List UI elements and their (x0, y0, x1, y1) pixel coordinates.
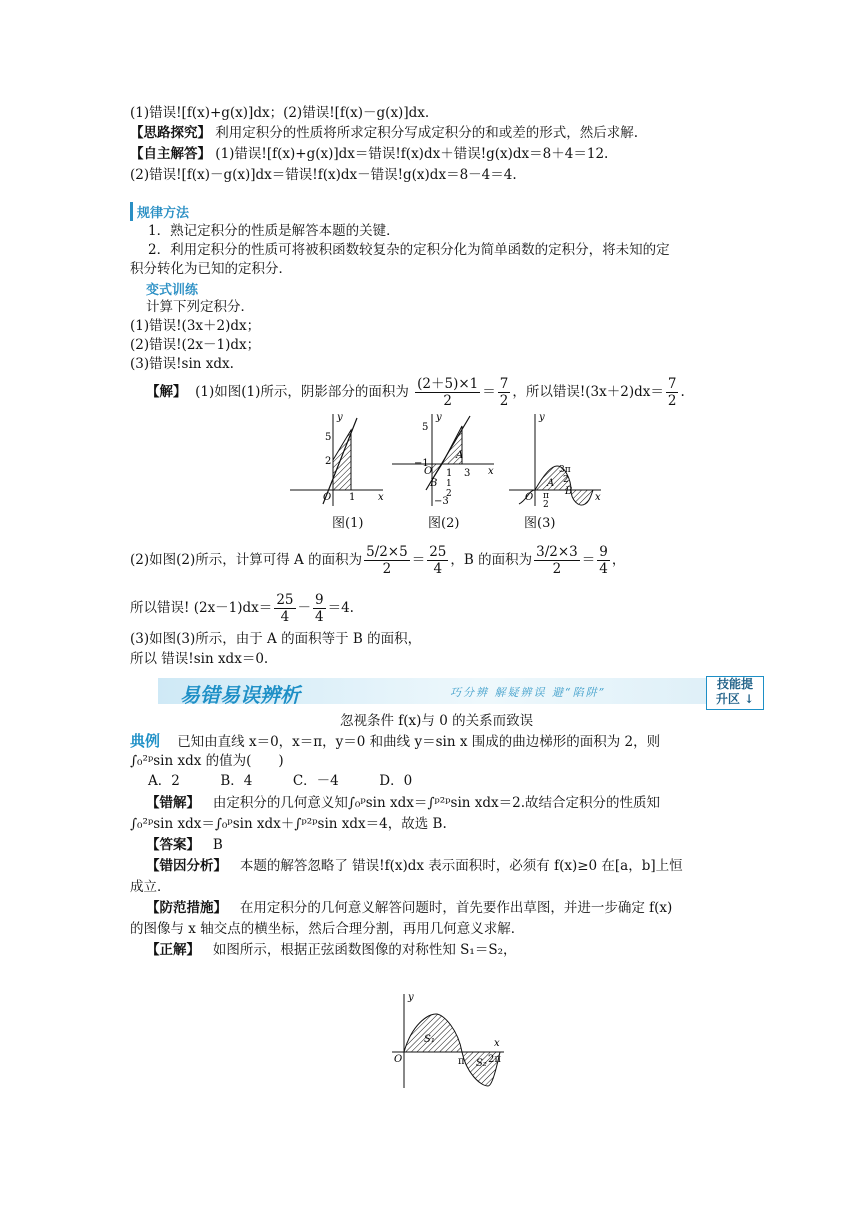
sol1-frac-3 (666, 376, 679, 409)
sol2-frac-b (534, 544, 580, 577)
sol1-frac-1-num: (2＋5)×1 (417, 376, 479, 392)
sol1-frac-2 (498, 376, 511, 409)
text-自主解答: (1)错误![f(x)+g(x)]dx＝错误!f(x)dx＋错误!g(x)dx＝8＋4＝12. (215, 146, 609, 162)
figure-1 (285, 408, 390, 508)
wrong-line-1 (146, 794, 660, 812)
fig4-S2: S₂ (476, 1058, 487, 1069)
method-p2a: 2．利用定积分的性质可将被积函数较复杂的定积分化为简单函数的定积分，将未知的定 (148, 242, 670, 258)
sol1-frac-3-den: 2 (667, 393, 677, 409)
sol1-frac-2-num: 7 (499, 376, 509, 392)
banner-title: 易错易误辨析 (180, 683, 300, 707)
fig2-A: A (456, 450, 464, 461)
sol2-frac-br-num: 9 (599, 544, 608, 560)
sol1-frac-1 (415, 376, 480, 409)
cause-line-1 (146, 857, 683, 875)
wrong-text-1: 由定积分的几何意义知∫₀ᵖsin xdx＝∫ᵖ²ᵖsin xdx＝2.故结合定积分的性质知 (212, 795, 661, 811)
example-text-1: 已知由直线 x＝0，x＝π，y＝0 和曲线 y＝sin x 围成的曲边梯形的面积为 2，则 (177, 734, 661, 750)
fig2-B: B (430, 478, 438, 489)
tag-正解: 【正解】 (146, 942, 200, 958)
fig4-y-label: y (408, 992, 414, 1003)
sol2-frac-ar (427, 544, 448, 577)
sol2-frac-a (364, 544, 410, 577)
prevent-line-1 (146, 899, 672, 917)
figure-sine (388, 990, 508, 1090)
wrong-line-2: ∫₀²ᵖsin xdx＝∫₀ᵖsin xdx＋∫ᵖ²ᵖsin xdx＝4，故选 B. (130, 816, 447, 832)
fig1-1: 1 (349, 492, 356, 503)
fig2-half-2: 2 (446, 489, 452, 499)
sol2-minus: － (297, 600, 311, 616)
line-4: (2)错误![f(x)－g(x)]dx＝错误!f(x)dx－错误!g(x)dx＝8－4＝4. (130, 167, 517, 183)
method-p1: 1．熟记定积分的性质是解答本题的关键． (148, 223, 400, 239)
fig3-y-label: y (539, 412, 545, 423)
error-heading: 忽视条件 f(x)与 0 的关系而致误 (340, 713, 534, 729)
sol1-frac-2-den: 2 (499, 393, 509, 409)
skill-zone-tag-line2: 升区 ↓ (715, 692, 755, 706)
fig3-A: A (547, 478, 555, 489)
correct-line (146, 941, 517, 959)
cause-line-2: 成立． (130, 879, 171, 895)
method-p2b: 积分转化为已知的定积分． (130, 261, 292, 277)
fig2-y-label: y (436, 412, 442, 423)
fig2-o: O (424, 466, 433, 477)
sol1-frac-1-den: 2 (443, 393, 452, 409)
sol2-c-end: ＝4. (327, 600, 354, 616)
text-思路探究: 利用定积分的性质将所求定积分写成定积分的和或差的形式，然后求解. (215, 125, 639, 141)
solution-line-1 (146, 374, 685, 410)
sol2-frac-c1 (274, 592, 295, 625)
skill-zone-tag-line1: 技能提 (716, 677, 753, 691)
sol1-text-c: ，所以错误!(3x＋2)dx＝ (512, 384, 664, 400)
solution-line-4: (3)如图(3)所示，由于 A 的面积等于 B 的面积， (130, 631, 422, 647)
fig2-half-1: 1 (446, 479, 452, 489)
fig2-x-label: x (488, 466, 494, 477)
fig1-x-label: x (378, 492, 384, 503)
sol2-frac-a-num: 5/2×5 (366, 544, 408, 560)
fig2-m1: −1 (414, 458, 429, 469)
solution-line-3 (130, 590, 354, 626)
fig3-x-label: x (595, 492, 601, 503)
sol2-frac-c2-den: 4 (315, 609, 324, 625)
sol1-frac-3-num: 7 (667, 376, 677, 392)
skill-zone-tag[interactable] (706, 676, 764, 710)
sol2-frac-br (597, 544, 610, 577)
sol2-frac-b-num: 3/2×3 (536, 544, 578, 560)
figure-2 (390, 408, 500, 508)
fig4-o: O (394, 1054, 403, 1065)
fig2-5: 5 (422, 422, 429, 433)
fig4-x-label: x (494, 1038, 500, 1049)
variant-q2: (2)错误!(2x－1)dx； (130, 337, 261, 353)
tag-解: 【解】 (146, 384, 187, 400)
answer-line (146, 836, 223, 854)
sol2-end: ， (611, 552, 626, 568)
answer-text: B (212, 837, 223, 853)
fig4-2pi: 2π (488, 1054, 501, 1065)
section-variant-title: 变式训练 (146, 283, 199, 298)
solution-line-5: 所以 错误!sin xdx＝0. (130, 651, 269, 667)
sol1-end: . (680, 384, 685, 400)
sol2-frac-a-den: 2 (382, 561, 392, 577)
caption-fig1: 图(1) (332, 516, 364, 531)
fig4-pi: π (458, 1056, 465, 1067)
fig2-m3: −3 (434, 496, 449, 507)
sol2-text-c: 所以错误! (2x－1)dx＝ (130, 600, 273, 616)
error-banner (158, 678, 706, 707)
fig1-2: 2 (325, 456, 332, 467)
sol2-frac-c2-num: 9 (315, 592, 324, 608)
sol2-frac-b-den: 2 (552, 561, 562, 577)
tag-思路探究: 【思路探究】 (130, 125, 211, 141)
fig3-B: B (565, 486, 573, 497)
tag-错解: 【错解】 (146, 795, 200, 811)
line-1: (1)错误![f(x)+g(x)]dx；(2)错误![f(x)－g(x)]dx. (130, 105, 430, 121)
variant-q1: (1)错误!(3x＋2)dx； (130, 318, 261, 334)
tag-自主解答: 【自主解答】 (130, 146, 211, 162)
example-line-2: ∫₀²ᵖsin xdx 的值为( ) (130, 753, 284, 769)
line-3 (130, 145, 608, 163)
variant-q3: (3)错误!sin xdx. (130, 356, 234, 372)
figure-3 (505, 408, 605, 508)
fig3-2a: 2 (563, 475, 569, 485)
variant-intro: 计算下列定积分． (146, 299, 254, 315)
fig3-3pi: 3π (559, 465, 571, 475)
fig1-o-label: O (323, 492, 332, 503)
line-2 (130, 124, 638, 142)
caption-fig2: 图(2) (428, 516, 460, 531)
tag-答案: 【答案】 (146, 837, 200, 853)
sol2-eq-2: ＝ (581, 552, 596, 568)
fig2-1: 1 (446, 468, 453, 479)
section-method-title: 规律方法 (130, 202, 189, 221)
cause-text-1: 本题的解答忽略了 错误!f(x)dx 表示面积时，必须有 f(x)≥0 在[a，b]上恒 (239, 858, 683, 874)
sol2-frac-c1-den: 4 (280, 609, 290, 625)
sol2-frac-br-den: 4 (599, 561, 608, 577)
sol2-frac-c2 (313, 592, 326, 625)
tag-防范措施: 【防范措施】 (146, 900, 227, 916)
correct-text: 如图所示，根据正弦函数图像的对称性知 S₁＝S₂， (212, 942, 517, 958)
example-options: A．2 B．4 C．－4 D．0 (148, 773, 413, 789)
sol2-text-a: (2)如图(2)所示，计算可得 A 的面积为 (130, 552, 363, 568)
prevent-text-1: 在用定积分的几何意义解答问题时，首先要作出草图，并进一步确定 f(x) (239, 900, 673, 916)
fig1-5: 5 (325, 432, 332, 443)
caption-fig3: 图(3) (524, 516, 556, 531)
fig2-3: 3 (464, 468, 471, 479)
example-tag: 典例 (130, 732, 161, 750)
sol1-text-a: (1)如图(1)所示，阴影部分的面积为 (195, 384, 409, 400)
fig1-y-label: y (337, 412, 343, 423)
prevent-line-2: 的图像与 x 轴交点的横坐标，然后合理分割，再用几何意义求解． (130, 921, 525, 937)
fig4-S1: S₁ (424, 1034, 435, 1045)
example-line-1 (130, 732, 660, 751)
sol1-eq: ＝ (482, 384, 496, 400)
sol2-frac-c1-num: 25 (276, 592, 294, 608)
sol2-text-b: ，B 的面积为 (450, 552, 533, 568)
solution-line-2 (130, 540, 625, 580)
sol2-frac-ar-den: 4 (433, 561, 443, 577)
fig3-o: O (525, 492, 534, 503)
fig3-2b: 2 (543, 500, 549, 508)
tag-错因分析: 【错因分析】 (146, 858, 227, 874)
banner-subtitle: 巧分辨 解疑辨误 避“陷阱” (450, 686, 607, 699)
sol2-frac-ar-num: 25 (429, 544, 447, 560)
fig3-pi: π (543, 491, 549, 501)
sol2-eq-1: ＝ (411, 552, 426, 568)
